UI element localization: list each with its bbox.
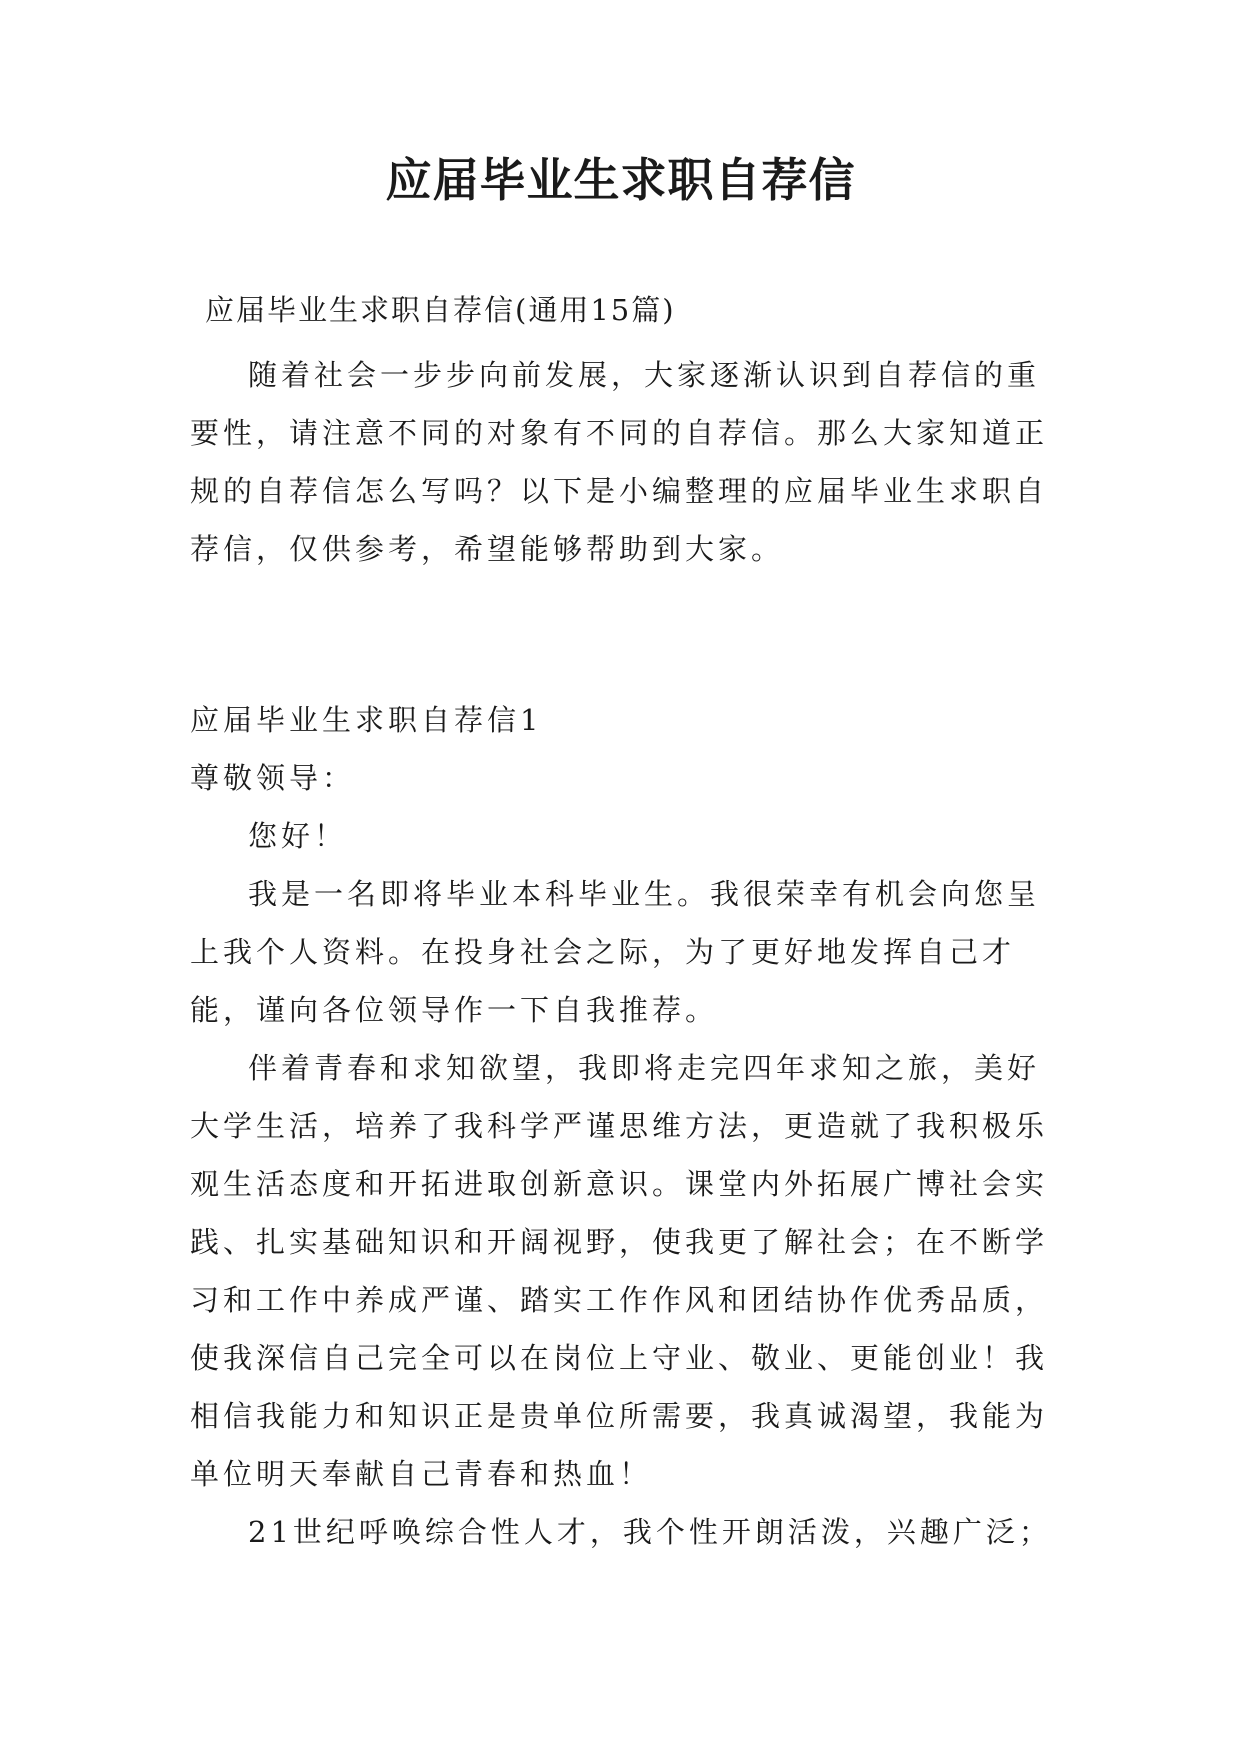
intro-paragraph: 随着社会一步步向前发展，大家逐渐认识到自荐信的重要性，请注意不同的对象有不同的自荐信。那么大家知道正规的自荐信怎么写吗？以下是小编整理的应届毕业生求职自荐信，仅供参考，希望能够帮助到大家。 <box>190 358 1049 566</box>
intro-section <box>190 346 1055 578</box>
letter-heading: 应届毕业生求职自荐信1 <box>190 703 543 737</box>
document-title: 应届毕业生求职自荐信 <box>385 153 856 207</box>
letter-salutation: 尊敬领导： <box>190 761 356 795</box>
letter-paragraph: 我是一名即将毕业本科毕业生。我很荣幸有机会向您呈上我个人资料。在投身社会之际，为了更好地发挥自己才能，谨向各位领导作一下自我推荐。 <box>190 877 1041 1027</box>
letter-section <box>190 691 1055 1561</box>
document-subtitle: 应届毕业生求职自荐信(通用15篇) <box>205 293 676 327</box>
letter-paragraph: 伴着青春和求知欲望，我即将走完四年求知之旅，美好大学生活，培养了我科学严谨思维方法，更造就了我积极乐观生活态度和开拓进取创新意识。课堂内外拓展广博社会实践、扎实基础知识和开阔视野，使我更了解社会；在不断学习和工作中养成严谨、踏实工作作风和团结协作优秀品质，使我深信自己完全可以在岗位上守业、敬业、更能创业！我相信我能力和知识正是贵单位所需要，我真诚渴望，我能为单位明天奉献自己青春和热血！ <box>190 1051 1049 1491</box>
letter-greeting: 您好！ <box>248 819 348 853</box>
letter-paragraph: 21世纪呼唤综合性人才，我个性开朗活泼，兴趣广泛； <box>248 1515 1052 1549</box>
